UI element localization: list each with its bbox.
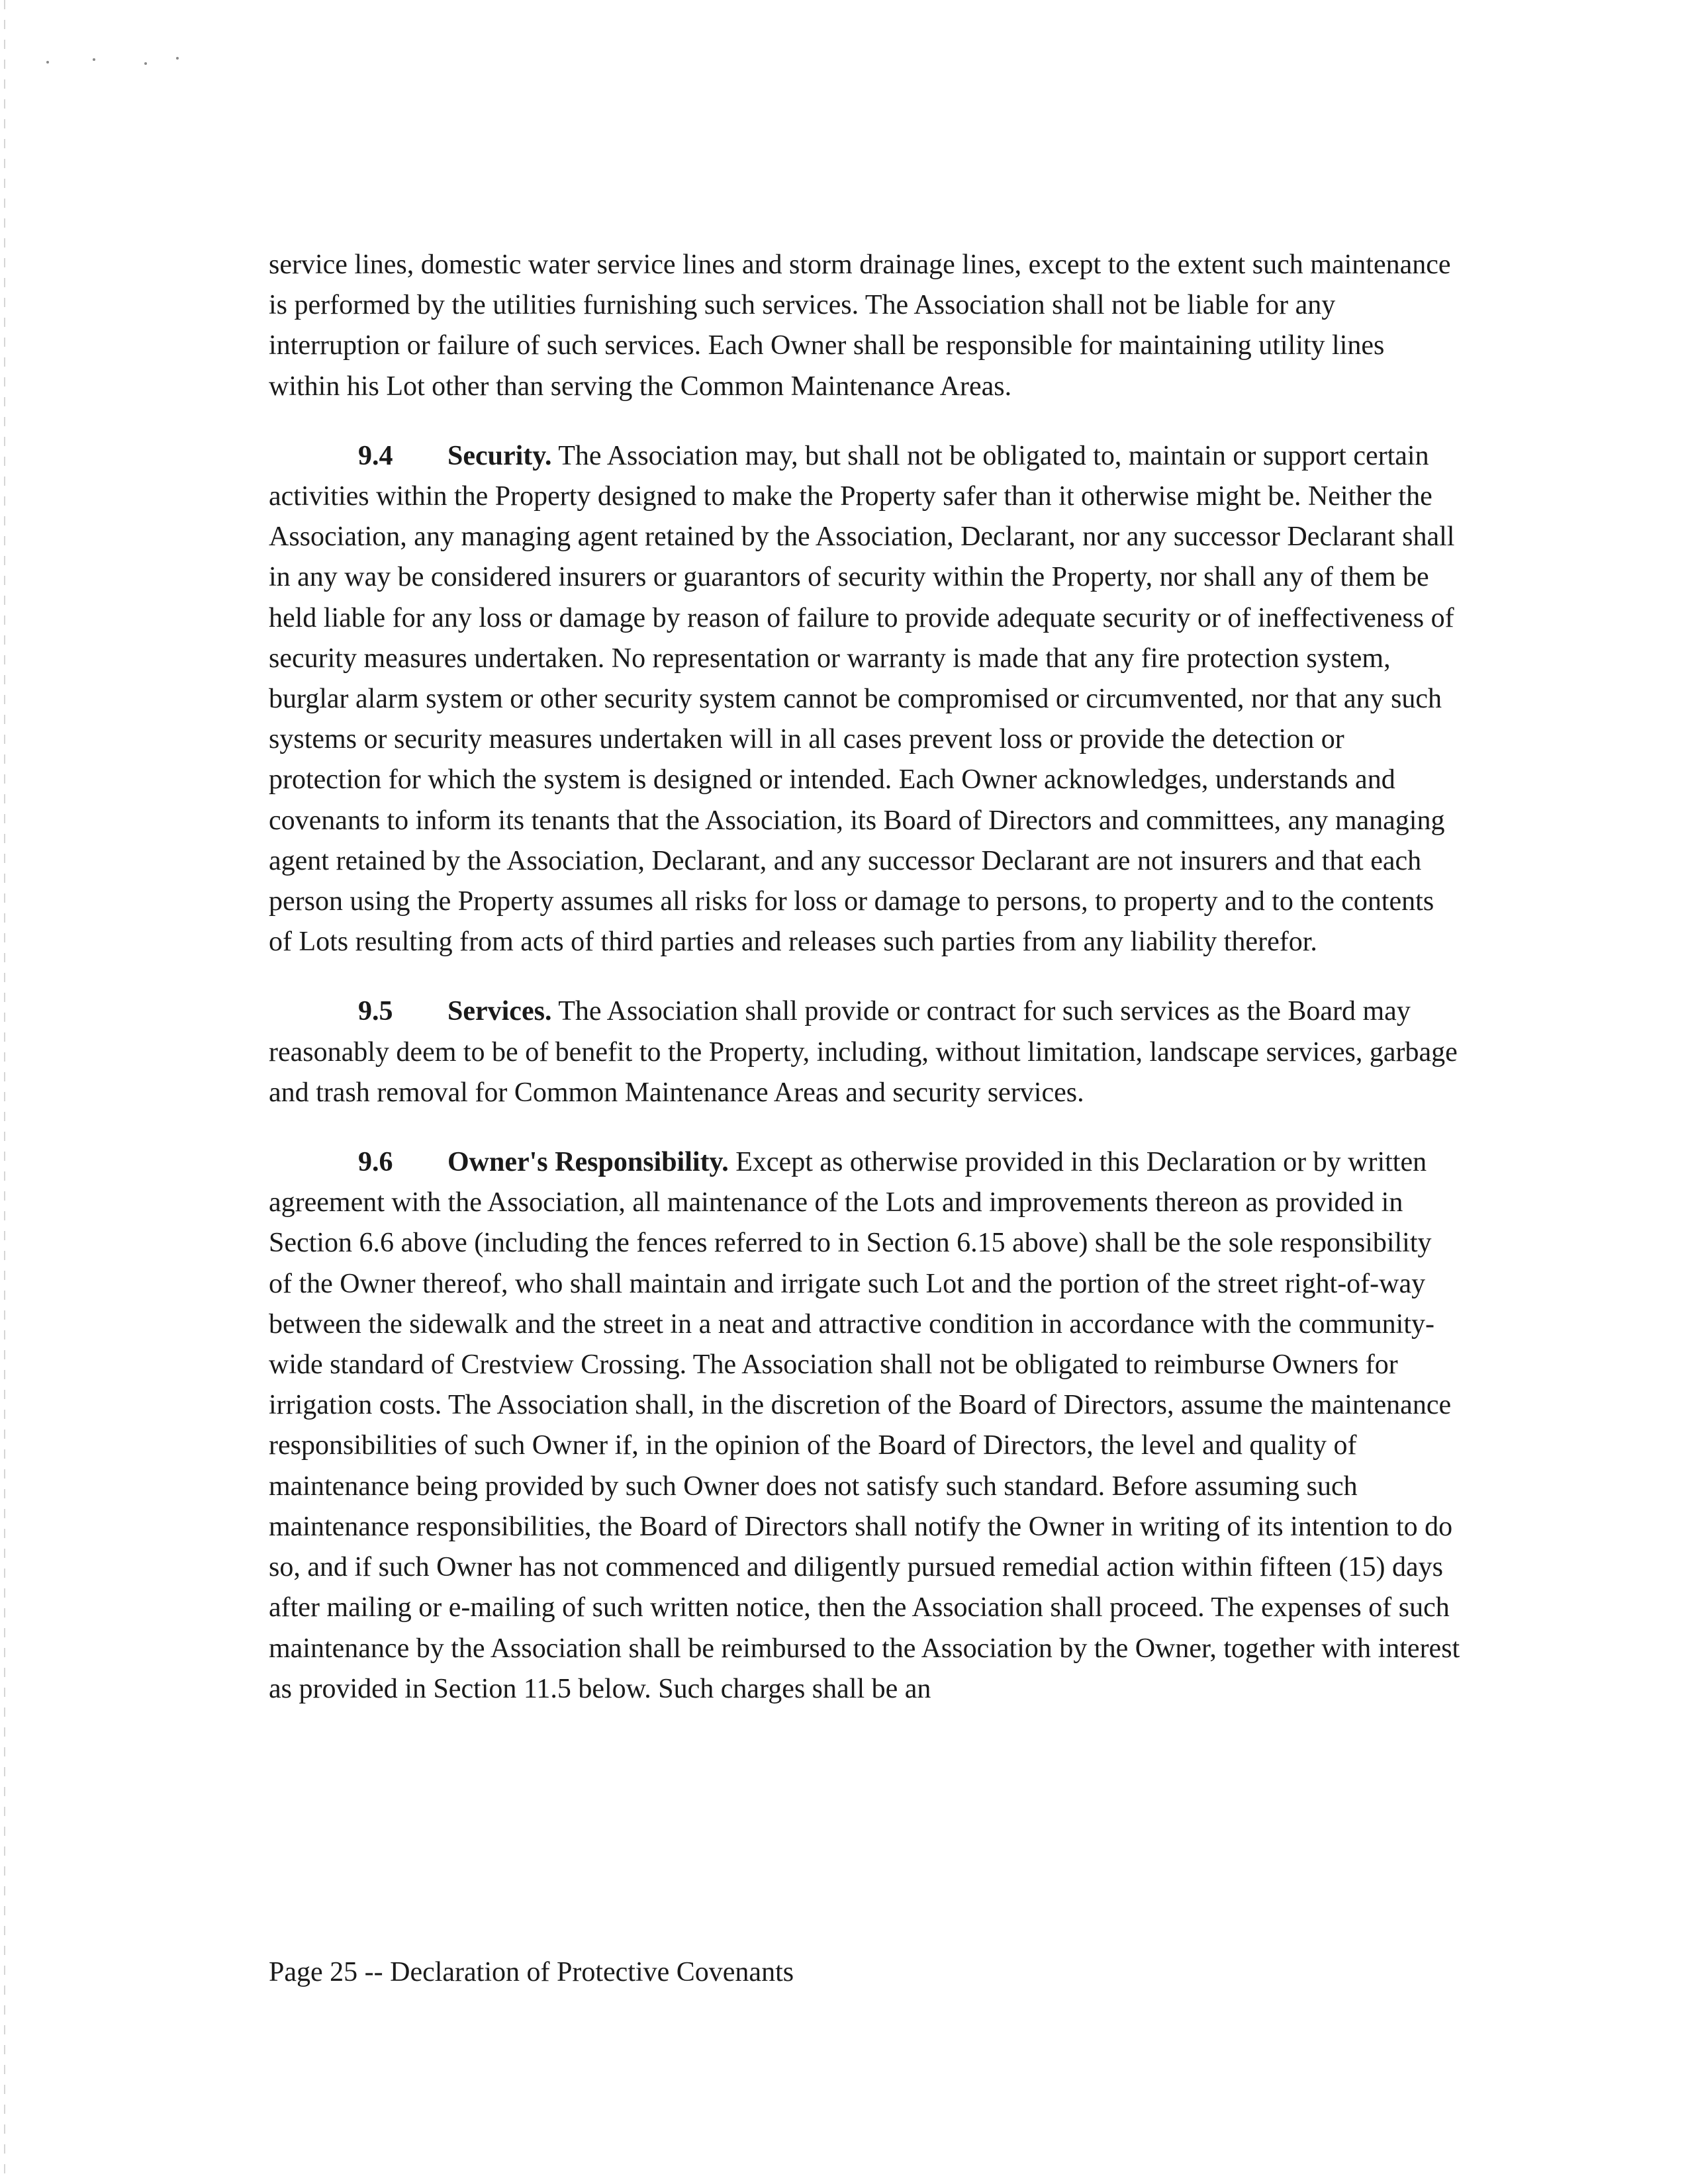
- scan-speck: [93, 58, 95, 61]
- page-footer: Page 25 -- Declaration of Protective Covenants: [269, 1957, 794, 1987]
- section-body: Except as otherwise provided in this Declaration or by written agreement with the Association, all maintenance of the Lots and improvements thereon as provided in Section 6.6 above (including the fences referred to in Section 6.15 above) shall be the sole responsibility of the Owner thereof, who shall maintain and irrigate such Lot and the portion of the street right-of-way between the sidewalk and the street in a neat and attractive condition in accordance with the community-wide standard of Crestview Crossing. The Association shall not be obligated to reimburse Owners for irrigation costs. The Association shall, in the discretion of the Board of Directors, assume the maintenance responsibilities of such Owner if, in the opinion of the Board of Directors, the level and quality of maintenance being provided by such Owner does not satisfy such standard. Before assuming such maintenance responsibilities, the Board of Directors shall notify the Owner in writing of its intention to do so, and if such Owner has not commenced and diligently pursued remedial action within fifteen (15) days after mailing or e-mailing of such written notice, then the Association shall proceed. The expenses of such maintenance by the Association shall be reimbursed to the Association by the Owner, together with interest as provided in Section 11.5 below. Such charges shall be an: [269, 1147, 1460, 1704]
- continuation-paragraph: [269, 245, 1460, 407]
- section-title: Owner's Responsibility.: [447, 1147, 729, 1178]
- scan-artifact-specks: [46, 56, 199, 69]
- scan-speck: [176, 57, 179, 60]
- scan-speck: [144, 62, 147, 65]
- section-number: 9.4: [358, 440, 393, 471]
- section-number: 9.6: [358, 1147, 393, 1178]
- section-number: 9.5: [358, 996, 393, 1027]
- document-body: [269, 245, 1460, 1739]
- continuation-text: service lines, domestic water service lines and storm drainage lines, except to the extent such maintenance is performed by the utilities furnishing such services. The Association shall not be liable for any interruption or failure of such services. Each Owner shall be responsible for maintaining utility lines within his Lot other than serving the Common Maintenance Areas.: [269, 250, 1451, 402]
- section-title: Security.: [447, 440, 552, 471]
- section-9-6: [269, 1142, 1460, 1709]
- section-title: Services.: [447, 996, 552, 1027]
- section-body: The Association may, but shall not be obligated to, maintain or support certain activities within the Property designed to make the Property safer than it otherwise might be. Neither the Association, any managing agent retained by the Association, Declarant, nor any successor Declarant shall in any way be considered insurers or guarantors of security within the Property, nor shall any of them be held liable for any loss or damage by reason of failure to provide adequate security or of ineffectiveness of security measures undertaken. No representation or warranty is made that any fire protection system, burglar alarm system or other security system cannot be compromised or circumvented, nor that any such systems or security measures undertaken will in all cases prevent loss or provide the detection or protection for which the system is designed or intended. Each Owner acknowledges, understands and covenants to inform its tenants that the Association, its Board of Directors and committees, any managing agent retained by the Association, Declarant, and any successor Declarant are not insurers and that each person using the Property assumes all risks for loss or damage to persons, to property and to the contents of Lots resulting from acts of third parties and releases such parties from any liability therefor.: [269, 440, 1455, 958]
- scan-speck: [46, 61, 49, 64]
- scan-page-edge: [4, 0, 5, 2184]
- section-9-5: [269, 991, 1460, 1113]
- section-body: The Association shall provide or contract for such services as the Board may reasonably deem to be of benefit to the Property, including, without limitation, landscape services, garbage and trash removal for Common Maintenance Areas and security services.: [269, 996, 1458, 1108]
- section-9-4: [269, 436, 1460, 963]
